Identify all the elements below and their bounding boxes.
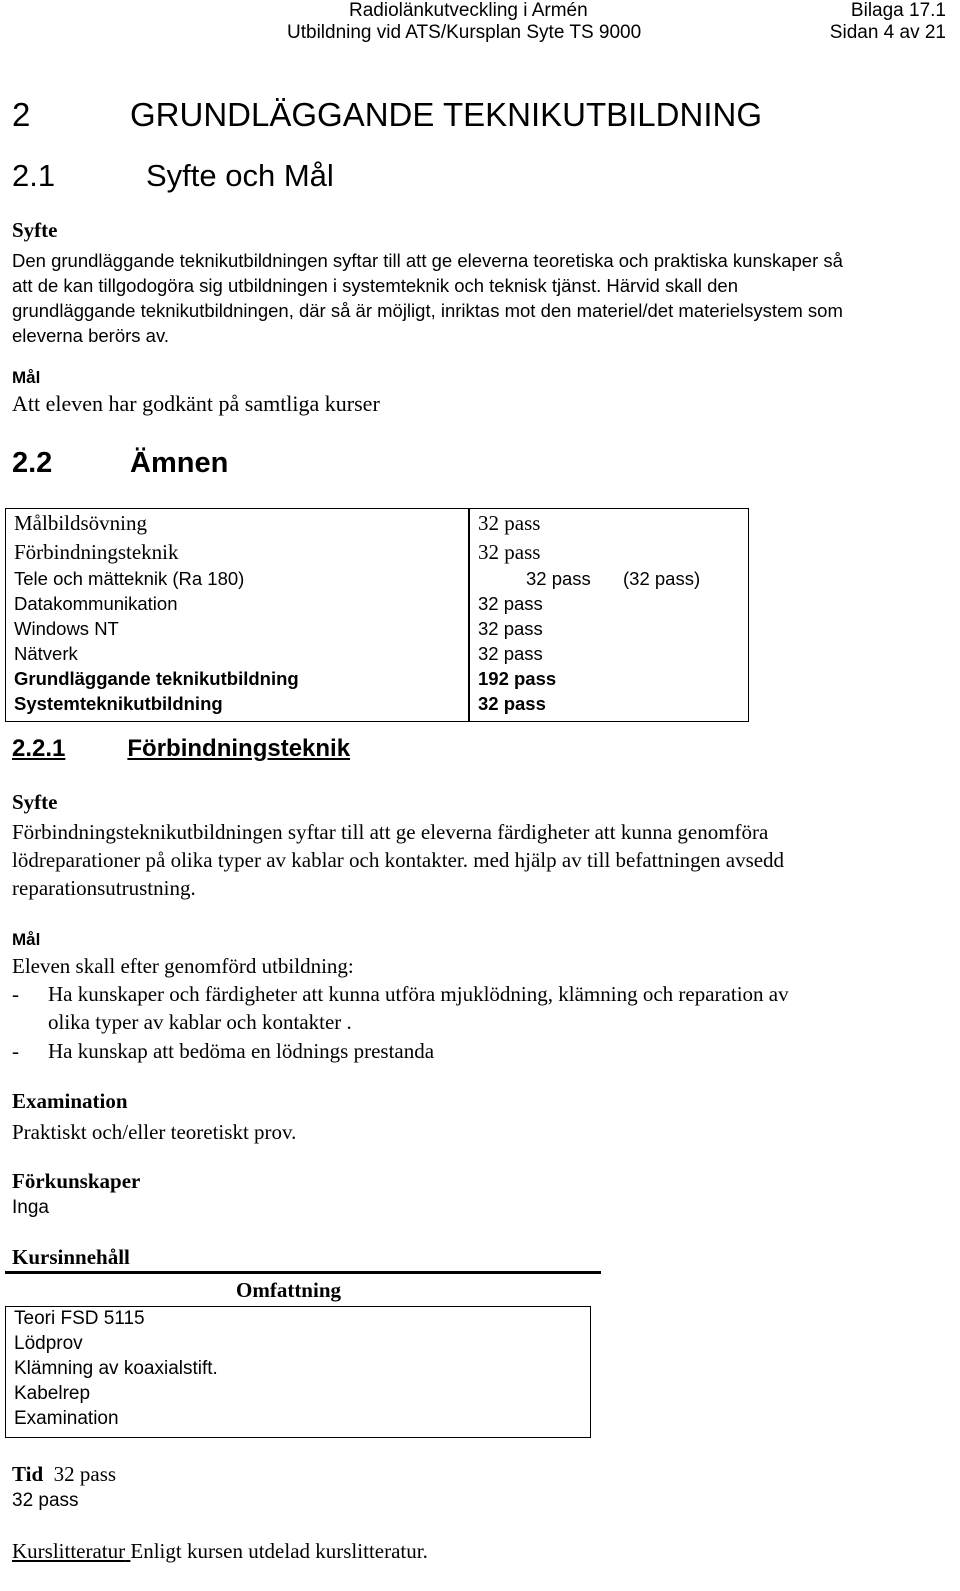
bullet-dash: -: [12, 1039, 19, 1063]
syfte-line: Den grundläggande teknikutbildningen syftar till att ge eleverna teoretiska och praktiska kunskaper så: [12, 250, 843, 271]
content-table-top-rule: [5, 1271, 601, 1274]
header-appendix: Bilaga 17.1: [850, 0, 946, 21]
subject-hours: 32 pass: [478, 618, 543, 639]
subject-hours: 32 pass: [526, 568, 591, 589]
subject-name: Nätverk: [14, 643, 78, 664]
tid-value: 32 pass: [53, 1462, 117, 1486]
section-2-1-number: 2.1: [12, 158, 56, 193]
content-item: Teori FSD 5115: [14, 1308, 145, 1329]
subject-name: Windows NT: [14, 618, 119, 639]
literature-text: Enligt kursen utdelad kurslitteratur.: [130, 1539, 428, 1563]
content-heading: Kursinnehåll: [12, 1245, 130, 1269]
subject-name: Systemteknikutbildning: [14, 693, 223, 714]
subject-hours: 32 pass: [478, 643, 543, 664]
subject-name: Tele och mätteknik (Ra 180): [14, 568, 245, 589]
syfte-paragraph: [12, 248, 952, 348]
mal-heading-2: Mål: [12, 930, 41, 949]
syfte-line: att de kan tillgodogöra sig utbildningen i systemteknik och teknisk tjänst. Härvid skall den: [12, 275, 738, 296]
syfte-line: lödreparationer på olika typer av kablar och kontakter. med hjälp av till befattningen avsedd: [12, 848, 785, 872]
section-2-number: 2: [12, 96, 31, 133]
literature-row: [12, 1539, 428, 1564]
subjects-table-divider: [468, 509, 470, 721]
literature-label: Kurslitteratur: [12, 1539, 126, 1563]
exam-text: Praktiskt och/eller teoretiskt prov.: [12, 1120, 297, 1144]
subject-hours-extra: (32 pass): [623, 568, 701, 589]
subjects-table: [5, 508, 749, 722]
syfte-line: reparationsutrustning.: [12, 876, 196, 900]
syfte-line: Förbindningsteknikutbildningen syftar till att ge eleverna färdigheter att kunna genomföra: [12, 820, 769, 844]
header-page-number: Sidan 4 av 21: [829, 22, 946, 43]
section-2-title: GRUNDLÄGGANDE TEKNIKUTBILDNING: [130, 96, 762, 133]
section-2-2-1-number: 2.2.1: [12, 735, 66, 762]
subject-hours: 32 pass: [478, 693, 546, 714]
subject-name: Datakommunikation: [14, 593, 178, 614]
mal-intro: Eleven skall efter genomförd utbildning:: [12, 954, 354, 978]
mal-heading: Mål: [12, 368, 41, 387]
bullet-dash: -: [12, 982, 19, 1006]
content-col-header: Omfattning: [236, 1278, 341, 1302]
bullet-line: Ha kunskaper och färdigheter att kunna utföra mjuklödning, klämning och reparation av: [48, 982, 789, 1006]
section-2-2-1-title: Förbindningsteknik: [127, 735, 351, 762]
content-item: Klämning av koaxialstift.: [14, 1358, 218, 1379]
subject-name: Grundläggande teknikutbildning: [14, 668, 299, 689]
tid-row: [12, 1462, 116, 1487]
section-2-1-title: Syfte och Mål: [146, 158, 334, 193]
content-table: [5, 1306, 591, 1438]
syfte-line: eleverna berörs av.: [12, 325, 169, 346]
prereq-heading: Förkunskaper: [12, 1169, 141, 1193]
syfte-paragraph-2: [12, 818, 952, 902]
section-2-2-number: 2.2: [12, 447, 53, 479]
syfte-heading: Syfte: [12, 218, 58, 242]
bullet-line: Ha kunskap att bedöma en lödnings prestanda: [48, 1039, 435, 1063]
subject-hours: 32 pass: [478, 593, 543, 614]
header-doc-subtitle: Utbildning vid ATS/Kursplan Syte TS 9000: [287, 22, 642, 43]
bullet-line: olika typer av kablar och kontakter .: [48, 1010, 352, 1034]
tid-value-2: 32 pass: [12, 1490, 79, 1511]
tid-label: Tid: [12, 1462, 44, 1486]
exam-heading: Examination: [12, 1089, 128, 1113]
subject-hours: 32 pass: [478, 540, 541, 564]
syfte-heading-2: Syfte: [12, 790, 58, 814]
prereq-text: Inga: [12, 1197, 49, 1218]
mal-text: Att eleven har godkänt på samtliga kurser: [12, 391, 380, 416]
content-item: Lödprov: [14, 1333, 83, 1354]
section-2-2-1-heading: [12, 735, 350, 763]
subject-hours: 192 pass: [478, 668, 557, 689]
section-2-2-title: Ämnen: [130, 447, 229, 479]
subject-hours: 32 pass: [478, 511, 541, 535]
syfte-line: grundläggande teknikutbildningen, där så är möjligt, inriktas mot den materiel/det materielsystem som: [12, 300, 843, 321]
subject-name: Förbindningsteknik: [14, 540, 179, 564]
content-item: Kabelrep: [14, 1383, 91, 1404]
content-item: Examination: [14, 1408, 119, 1429]
header-doc-title: Radiolänkutveckling i Armén: [349, 0, 588, 21]
subject-name: Målbildsövning: [14, 511, 148, 535]
